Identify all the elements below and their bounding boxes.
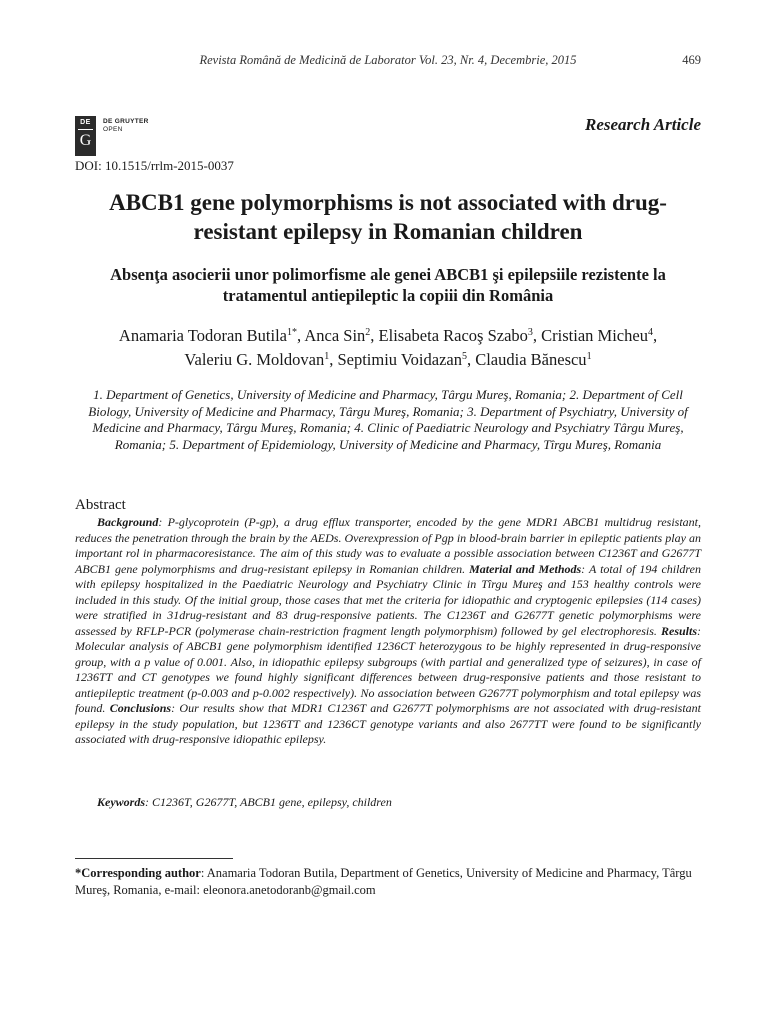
keywords: Keywords: C1236T, G2677T, ABCB1 gene, epilepsy, children (97, 795, 392, 809)
author: Elisabeta Racoş Szabo$^3$, (378, 326, 542, 345)
logo-box-letter: G (79, 132, 92, 149)
author: Valeriu G. Moldovan$^1$, (184, 350, 338, 369)
footnote-rule (75, 858, 233, 859)
page-number: 469 (682, 53, 701, 67)
publisher-name-line1: DE GRUYTER (103, 118, 149, 125)
paper-subtitle: Absenţa asocierii unor polimorfisme ale genei ABCB1 şi epilepsiile rezistente la tratamentul antiepileptic la copiii din România (110, 265, 666, 305)
publisher-logo (75, 116, 96, 156)
author-list (75, 324, 701, 372)
logo-box-top: DE (80, 119, 91, 126)
article-type: Research Article (585, 115, 701, 134)
author: Septimiu Voidazan$^5$, (337, 350, 476, 369)
author: Claudia Bănescu$^1$ (475, 350, 592, 369)
affiliations: 1. Department of Genetics, University of Medicine and Pharmacy, Târgu Mureş, Romania; 2. Department of Cell Biology, University of Medicine and Pharmacy, Târgu Mureş, Romania; 3. Department of Psychiatry, University of Medicine and Pharmacy, Târgu Mureş, Romania; 4. Clinic of Paediatric Neurology and Psychiatry Târgu Mureş, Romania; 5. Department of Epidemiology, University of Medicine and Pharmacy, Tîrgu Mureş, Romania (88, 387, 688, 452)
corresponding-author-footnote: *Corresponding author: Anamaria Todoran Butila, Department of Genetics, University of Medicine and Pharmacy, Târgu Mureş, Romania, e-mail: eleonora.anetodoranb@gmail.com (75, 866, 692, 897)
abstract-body: Background: P-glycoprotein (P-gp), a drug efflux transporter, encoded by the gene MDR1 ABCB1 multidrug resistant, reduces the penetration through the brain by the AEDs. Overexpression of Pgp in blood-brain barrier in epileptic patients play an important rol in pharmacoresistance. The aim of this study was to evaluate a possible association between C1236T and G2677T ABCB1 gene polymorphisms and drug-resistant epilepsy in Romanian children. Material and Methods: A total of 194 children with epilepsy hospitalized in the Paediatric Neurology and Psychiatry Clinic in Tîrgu Mureş and 153 healthy controls were included in this study. Of the initial group, those cases that met the criteria for idiopathic and cryptogenic epilepsies (114 cases) were stratified in 31drug-resistant and 83 drug-responsive patients. The C1236T and G2677T genetic polymorphisms were assessed by RFLP-PCR (polymerase chain-restriction fragment length polymorphism) followed by gel electrophoresis. Results: Molecular analysis of ABCB1 gene polymorphism identified 1236CT heterozygous to be highly represented in drug-responsive group, with a p value of 0.001. Also, in idiopathic epilepsy subgroups (with partial and generalized type of seizures), in case of 1236TT and CT genotypes we found highly significant differences between drug-responsive patients and those resistant to antiepileptic treatment (p-0.003 and p-0.002 respectively). No association between G2677T polymorphism and total epilepsy was found. Conclusions: Our results show that MDR1 C1236T and G2677T polymorphisms are not associated with drug-resistant epilepsy in the study population, but 1236TT and 1236CT genotype variants and also 2677TT were found to be significantly associated with drug-responsive idiopathic epilepsy. (75, 515, 701, 746)
running-header: Revista Română de Medicină de Laborator Vol. 23, Nr. 4, Decembrie, 2015 (199, 53, 577, 67)
author: Anca Sin$^2$, (304, 326, 379, 345)
doi: DOI: 10.1515/rrlm-2015-0037 (75, 158, 234, 173)
publisher-name-line2: OPEN (103, 126, 123, 133)
abstract-heading: Abstract (75, 497, 126, 513)
author: Cristian Micheu$^4$, (541, 326, 658, 345)
paper-title: ABCB1 gene polymorphisms is not associated with drug-resistant epilepsy in Romanian children (109, 190, 667, 244)
author: Anamaria Todoran Butila$^{1*}$, (118, 326, 305, 345)
publisher-name (103, 118, 149, 134)
